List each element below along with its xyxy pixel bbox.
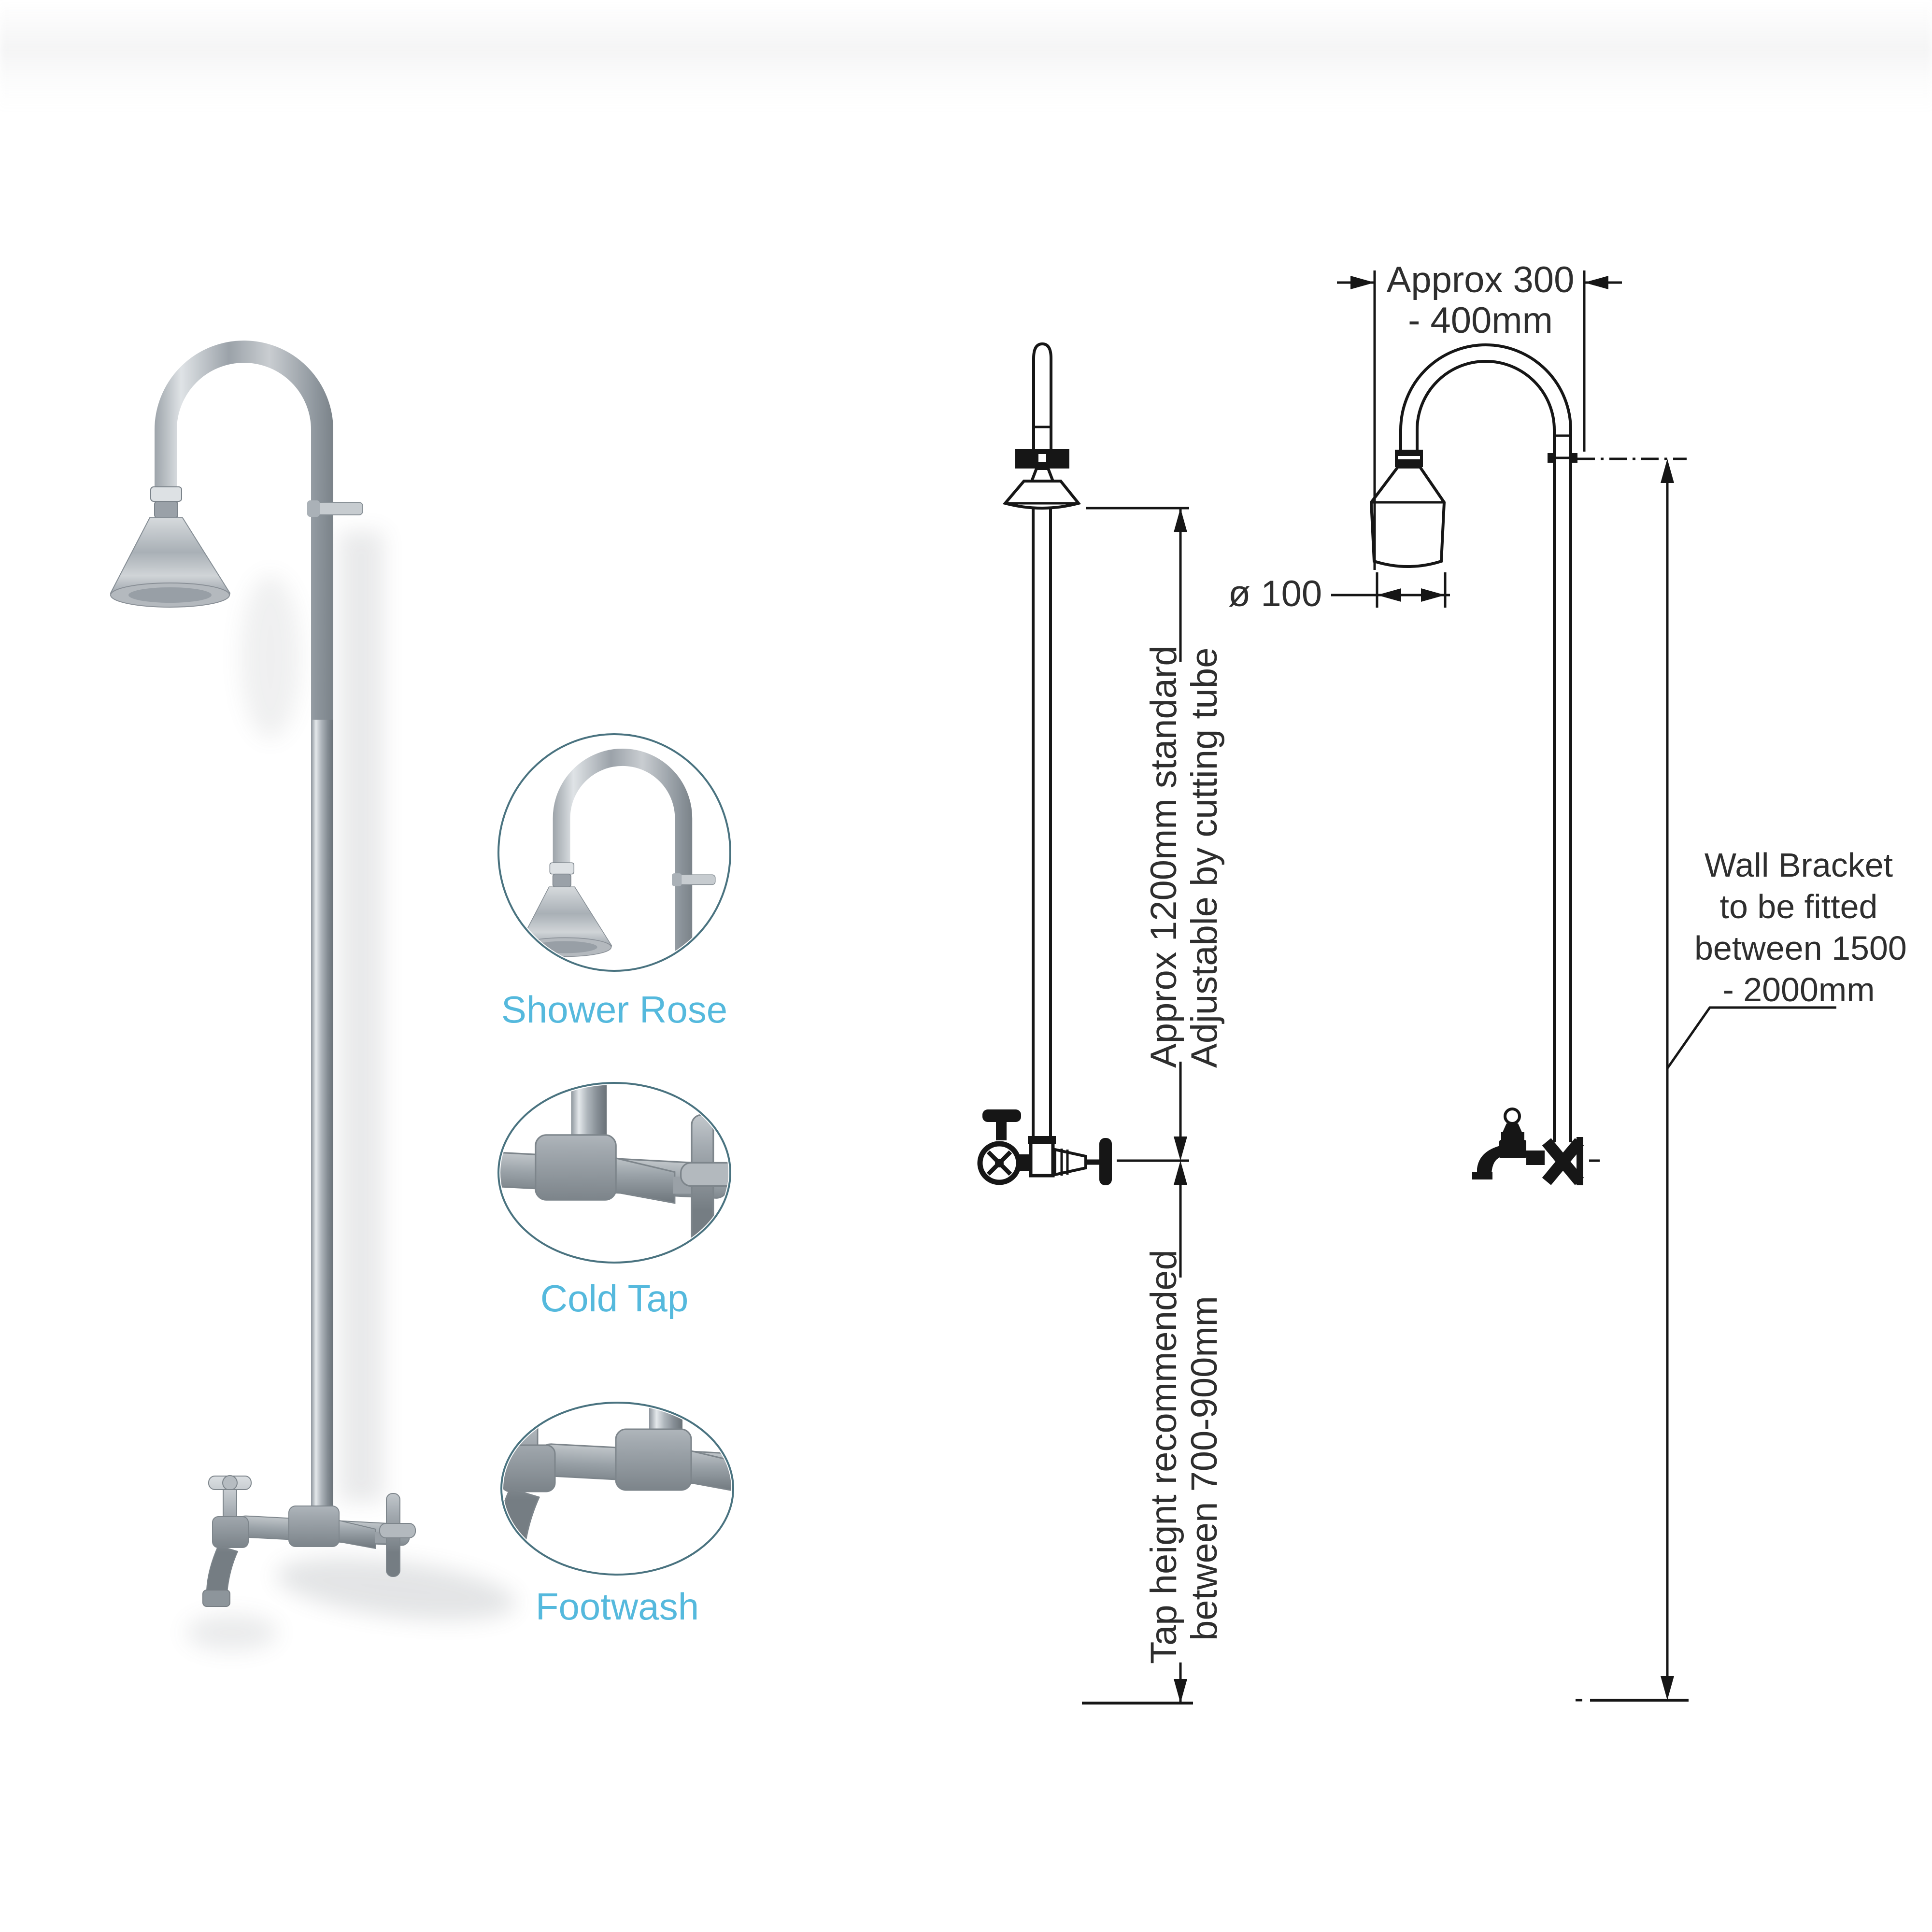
note-wall-bracket [1694,844,1907,1010]
dim-tap-height [1143,1250,1226,1664]
callout-label-shower-rose: Shower Rose [501,988,728,1031]
dim-arc-width-line1: Approx 300 [1386,259,1575,300]
note-wall-bracket-line3: between 1500 [1694,929,1907,967]
note-wall-bracket-line4: - 2000mm [1722,971,1875,1009]
dim-tube-length-line2: Adjustable by cutting tube [1184,647,1225,1068]
callout-ring [498,734,730,971]
dim-tube-length [1143,645,1226,1068]
callout-cold-tap [398,1005,738,1296]
dim-rose-diameter-value: ø 100 [1228,573,1322,614]
dim-rose-diameter [1203,574,1348,614]
dim-tube-length-line1: Approx 1200mm standard [1143,645,1184,1068]
callout-footwash [487,1307,806,1580]
dim-arc-width [1367,260,1594,341]
dim-tap-height-line2: between 700-900mm [1184,1296,1225,1641]
callout-label-cold-tap: Cold Tap [540,1277,689,1320]
dim-tap-height-line1: Tap heignt recommended [1143,1250,1184,1664]
callout-label-footwash: Footwash [535,1585,699,1628]
note-wall-bracket-line2: to be fitted [1719,888,1878,925]
note-wall-bracket-line1: Wall Bracket [1704,846,1893,884]
dim-arc-width-line2: - 400mm [1408,300,1553,341]
